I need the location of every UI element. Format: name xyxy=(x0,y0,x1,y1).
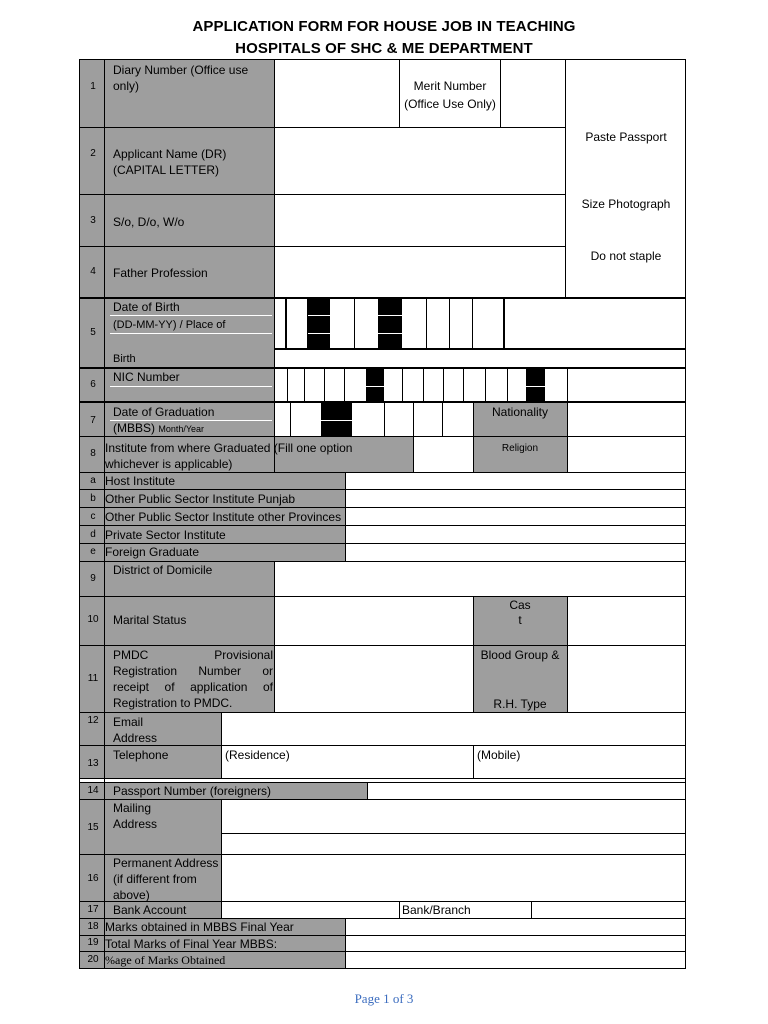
graduation-date-field[interactable] xyxy=(275,403,473,436)
row-letter: d xyxy=(90,529,96,540)
row-number: 19 xyxy=(87,937,99,948)
row-number: 10 xyxy=(87,614,99,625)
father-profession-label: Father Profession xyxy=(113,266,208,280)
row-number: 4 xyxy=(90,266,96,277)
nationality-label: Nationality xyxy=(491,405,549,419)
row-number: 7 xyxy=(90,415,96,426)
blood-group-field[interactable] xyxy=(568,646,685,712)
mbbs-marks-field[interactable] xyxy=(346,919,685,935)
nic-number-field[interactable] xyxy=(275,369,685,401)
row-letter: a xyxy=(90,475,96,486)
relation-name-field[interactable] xyxy=(275,195,565,246)
other-province-institute-label: Other Public Sector Institute other Provinces xyxy=(105,510,342,524)
row-number: 18 xyxy=(87,921,99,932)
row-letter: b xyxy=(90,493,96,504)
host-institute-label: Host Institute xyxy=(105,474,176,488)
page-number: Page 1 of 3 xyxy=(354,991,414,1006)
row-number: 11 xyxy=(87,673,99,684)
email-label: Email Address xyxy=(113,715,158,745)
pmdc-registration-label: PMDC Provisional Registration Number or receipt of application of Registration to PMDC. xyxy=(113,648,273,710)
bank-account-label: Bank Account xyxy=(113,903,187,917)
graduation-label-line1: Date of Graduation xyxy=(113,405,215,419)
bank-account-field[interactable] xyxy=(222,902,399,918)
row-letter: c xyxy=(90,511,96,522)
domicile-label: District of Domicile xyxy=(113,563,213,577)
email-field[interactable] xyxy=(222,713,685,745)
row-number: 12 xyxy=(87,715,99,726)
row-number: 1 xyxy=(90,81,96,92)
permanent-address-field[interactable] xyxy=(222,855,685,901)
applicant-name-label: Applicant Name (DR) (CAPITAL LETTER) xyxy=(113,147,227,177)
row-number: 14 xyxy=(87,785,99,796)
photo-instruction-line1: Paste Passport xyxy=(585,130,667,144)
religion-field[interactable] xyxy=(568,437,685,472)
foreign-graduate-label: Foreign Graduate xyxy=(105,545,200,559)
row-number: 8 xyxy=(90,448,96,459)
telephone-label: Telephone xyxy=(113,748,169,762)
merit-number-field[interactable] xyxy=(501,61,565,127)
birth-place-field[interactable] xyxy=(275,350,685,367)
form-title-line2: HOSPITALS OF SHC & ME DEPARTMENT xyxy=(235,40,533,57)
mailing-address-field[interactable] xyxy=(222,800,685,854)
total-marks-field[interactable] xyxy=(346,936,685,951)
dob-label-line3: Birth xyxy=(113,353,136,365)
photo-box[interactable] xyxy=(566,61,686,297)
passport-number-label: Passport Number (foreigners) xyxy=(113,784,272,798)
private-institute-label: Private Sector Institute xyxy=(105,528,226,542)
dob-label-line1: Date of Birth xyxy=(113,300,180,314)
graduation-label-line2: (MBBS) Month/Year xyxy=(113,421,205,435)
blood-group-label-line2: R.H. Type xyxy=(493,697,547,711)
mailing-address-label: Mailing Address xyxy=(113,801,158,831)
mbbs-marks-label: Marks obtained in MBBS Final Year xyxy=(105,920,294,934)
residence-phone-label: (Residence) xyxy=(225,748,290,762)
row-number: 20 xyxy=(87,954,99,965)
diary-number-label: Diary Number (Office use only) xyxy=(113,63,249,93)
nic-number-label: NIC Number xyxy=(113,370,180,384)
row-number: 2 xyxy=(90,148,96,159)
dob-field[interactable] xyxy=(275,299,685,348)
mobile-phone-label: (Mobile) xyxy=(477,748,521,762)
dob-label-line2: (DD-MM-YY) / Place of xyxy=(113,319,226,331)
marital-status-field[interactable] xyxy=(275,597,473,645)
row-letter: e xyxy=(90,546,96,557)
row-number: 3 xyxy=(90,215,96,226)
applicant-name-field[interactable] xyxy=(275,128,565,194)
nationality-field[interactable] xyxy=(568,403,685,436)
blood-group-label-line1: Blood Group & xyxy=(480,648,560,662)
religion-label: Religion xyxy=(501,443,539,454)
row-number: 15 xyxy=(87,822,99,833)
permanent-address-label: Permanent Address (if different from above) xyxy=(113,856,219,902)
row-number: 5 xyxy=(90,327,96,338)
caste-label-line2: t xyxy=(518,613,522,627)
institute-option-fields[interactable] xyxy=(346,473,685,561)
bank-branch-label: Bank/Branch xyxy=(402,903,471,917)
father-profession-field[interactable] xyxy=(275,247,565,297)
merit-number-label: Merit Number (Office Use Only) xyxy=(404,79,496,111)
row-number: 9 xyxy=(90,573,96,584)
mobile-phone-field[interactable] xyxy=(474,763,685,778)
row-number: 13 xyxy=(87,758,99,769)
row-number: 6 xyxy=(90,379,96,390)
form-title-line1: APPLICATION FORM FOR HOUSE JOB IN TEACHING xyxy=(192,18,576,35)
pmdc-registration-field[interactable] xyxy=(275,646,473,712)
relation-label: S/o, D/o, W/o xyxy=(113,215,185,229)
diary-number-field[interactable] xyxy=(275,61,399,127)
marital-status-label: Marital Status xyxy=(113,613,187,627)
passport-number-field[interactable] xyxy=(368,783,685,799)
percentage-marks-label: %age of Marks Obtained xyxy=(105,953,226,967)
residence-phone-field[interactable] xyxy=(222,763,473,778)
photo-instruction-line2: Size Photograph xyxy=(581,197,671,211)
institute-label: Institute from where Graduated (Fill one option whichever is applicable) xyxy=(105,441,353,471)
caste-field[interactable] xyxy=(568,597,685,645)
domicile-field[interactable] xyxy=(275,562,685,596)
photo-instruction-line3: Do not staple xyxy=(590,249,662,263)
bank-branch-field[interactable] xyxy=(532,902,685,918)
row-number: 16 xyxy=(87,873,99,884)
total-marks-label: Total Marks of Final Year MBBS: xyxy=(105,937,278,951)
caste-label-line1: Cas xyxy=(509,598,531,612)
row-number: 17 xyxy=(87,904,99,915)
punjab-institute-label: Other Public Sector Institute Punjab xyxy=(105,492,296,506)
percentage-marks-field[interactable] xyxy=(346,952,685,968)
